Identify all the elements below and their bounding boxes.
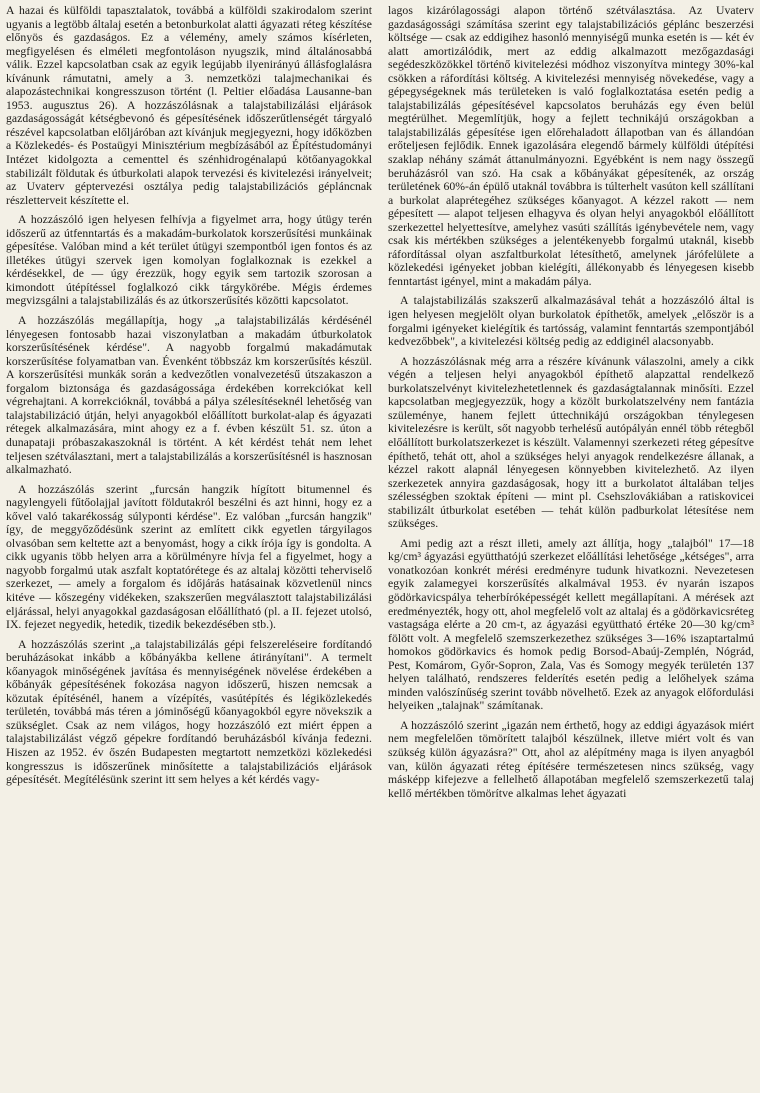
paragraph: A talajstabilizálás szakszerű alkalmazásával tehát a hozzászóló által is igen helyesen megjelölt olyan burkolatok építhetők, amelyek „először is a forgalmi igényeket kielégítik és tartósság, valamint fenntartás szempontjából kedvezőbbek", a kivitelezési költség pedig az eddiginél alacsonyabb. (388, 294, 754, 349)
paragraph: A hozzászóló szerint „igazán nem érthető, hogy az eddigi ágyazások miért nem megfelelően tömörített talajból készülnek, illetve miért volt és van szükség külön ágyazásra?" Ott, ahol az alépítmény maga is ilyen anyagból van, külön ágyazati réteg építésére természetesen nincs szükség, vagy másképp kifejezve a fellelhető állapotában megfelelő szemszerkezetű talaj kellő mértékben tömörítve alkalmas lehet ágyazati (388, 718, 754, 800)
paragraph: lagos kizárólagossági alapon történő szétválasztása. Az Uvaterv gazdaságossági számítása szerint egy talajstabilizációs géplánc beszerzési költsége — csak az eddigihez hasonló mennyiségű munka esetén is — két év alatt amortizálódik, mert az eddig alkalmazott mezőgazdasági segédeszközökkel történő kivitelezési módhoz viszonyítva mintegy 30%-kal csökken a ráfordítási költség. A kivitelezési mennyiség növekedése, vagy a gépegységeknek más területeken is való foglalkoztatása esetén pedig a talajstabilizálás gépesítésével kapcsolatos beruházás egy éven belül megtérülhet. Megemlítjük, hogy a fejlett technikájú országokban a talajstabilizálás gépesítése igen előrehaladott állapotban van és állandóan erőteljesen fejlődik. Ennek igazolására elegendő bármely külföldi útépítési szaklap néhány számát áttanulmányozni. Egyébként is nem nagy összegű beruházásról van szó. Ha csak a kőbányákat gépesítenék, az ország területének 60%-án épülő utaknál továbbra is túlterhelt vasúton kell szállítani a burkolat alaprétegéhez szükséges kőanyagot. A kézzel rakott — nem gépesített — alapot teljesen elhagyva és olyan helyi anyagokból előállított szerkezettel helyettesítve, amelyhez vasúti szállítás igénybevétele nem, vagy csak kis mértékben szükséges a jelentékenyebb forgalmú utaknál, kisebb ráfordítással olyan aszfaltburkolat létesíthető, amelynek járófelülete a közlekedési igényeket jobban kielégíti, állékonyabb és lényegesen kisebb fenntartást igényel, mint a makadám pálya. (388, 4, 754, 288)
paragraph: A hozzászólás szerint „furcsán hangzik hígított bitumennel és nagylengyeli fűtőolajjal javított földutakról beszélni és azt hinni, hogy ez a kővel való takarékosság súlyponti kérdése". Ez valóban „furcsán hangzik" így, de meggyőződésünk szerint az említett cikk egyetlen tárgyilagos olvasóban sem keltette azt a benyomást, hogy a cikk írója így is gondolta. A cikk ugyanis több helyen arra a körülményre hívja fel a figyelmet, hogy a nagyobb forgalmú utak aszfalt koptatórétege és az altalaj közötti teherviselő szerkezet, — amely a forgalom és időjárás hatásainak közvetlenül nincs kitéve — kőszegény vidékeken, szakszerűen megválasztott talajstabilizálási eljárással, helyi anyagokkal gazdaságosan előállítható (pl. a II. fejezet utolsó, IX. fejezet negyedik, hetedik, tizedik bekezdésében stb.). (6, 482, 372, 632)
paragraph: A hozzászólásnak még arra a részére kívánunk válaszolni, amely a cikk végén a teljesen helyi anyagokból építhető alapzattal rendelkező burkolatszelvényt kivitelezhetetlennek és gazdaságtalannak minősíti. Ezzel kapcsolatban megjegyezzük, hogy a közölt burkolatszelvény nem fantázia szüleménye, hanem fejlett úttechnikájú országokban ténylegesen kivitelezésre is került, sőt nagyobb terhelésű autópályán ennél több rétegből előállított burkolatszerkezet is készült. Valamennyi szerkezeti réteg gépesítve építhető, tehát ott, ahol a szükséges helyi anyagok rendelkezésre állanak, a kézzel rakott alapnál lényegesen könnyebben kivitelezhető. Az ilyen szerkezetek annyira gazdaságosak, hogy itt a burkolatot általában teljes szélességben szoktak építeni — mint pl. Csehszlovákiában a ratiskovicei stabilizált útburkolat esetében — tehát külön padburkolat létesítése nem szükséges. (388, 354, 754, 531)
paragraph: A hozzászóló igen helyesen felhívja a figyelmet arra, hogy útügy terén időszerű az útfenntartás és a makadám-burkolatok korszerűsítési munkáinak gépesítése. Valóban mind a két terület útügyi szempontból igen fontos és az illetékes útügyi szervek igen komolyan foglalkoznak is ezekkel a kérdésekkel, de — úgy érezzük, hogy egyik sem tartozik szorosan a kimondott útépítéssel foglalkozó cikk tárgykörébe. Mégis érdemes megvizsgálni a talajstabilizálás és az útkorszerűsítés közötti kapcsolatot. (6, 213, 372, 308)
right-column (388, 4, 754, 806)
paragraph: A hozzászólás megállapítja, hogy „a talajstabilizálás kérdésénél lényegesen fontosabb hazai viszonylatban a makadám útburkolatok korszerűsítésének kérdése". A nagyobb forgalmú makadámutak korszerűsítése folyamatban van. Évenként többszáz km korszerűsítés készül. A korszerűsítési munkák során a kedvezőtlen vonalvezetésű útszakaszon a forgalom biztonsága és gazdaságossága érdekében korrekciókat kell végrehajtani. A korrekcióknál, továbbá a pálya szélesítéseknél lehetőség van talajstabilizáció útján, helyi anyagokból előállított burkolat-alap és ágyazati rétegek alkalmazására, mint ahogy ez a f. évben készült 51. sz. úton a dunapataji próbaszakaszoknál is történt. A két kérdést tehát nem lehet teljesen szétválasztani, mert a talajstabilizálás a korszerűsítésnél is hasznosan alkalmazható. (6, 314, 372, 477)
left-column (6, 4, 372, 793)
paragraph: A hazai és külföldi tapasztalatok, továbbá a külföldi szakirodalom szerint ugyanis a legtöbb általaj esetén a betonburkolat alatti ágyazati réteg készítése előnyös és gazdaságos. Ez a vélemény, amely számos kísérleten, megfigyelésen és elméleti megfontoláson nyugszik, mind általánosabbá válik. Ezzel kapcsolatban csak az egyik legújabb ilyenirányú állásfoglalásra kívánunk rámutatni, amely a 3. nemzetközi talajmechanikai és alapozástechnikai kongresszuson történt (l. Peltier előadása Lausanne-ban 1953. augusztus 26). A hozzászólásnak a talajstabilizálási eljárások gazdaságosságát kétségbevonó és gépesítésének időszerűtlenségét tárgyaló részével kapcsolatban előljáróban azt kívánjuk megjegyezni, hogy időközben a Közlekedés- és Postaügyi Minisztérium megbízásából az Építéstudományi Intézet kidolgozta a cementtel és szénhidrogénalapú kötőanyagokkal stabilizált földutak és útburkolati alapok tervezési és kivitelezési irányelveit; az Uvaterv géptervezési osztálya pedig talajstabilizációs gépláncnak részletterveit készítette el. (6, 4, 372, 207)
paragraph: A hozzászólás szerint „a talajstabilizálás gépi felszereléseire fordítandó beruházásokat inkább a kőbányákba kellene átirányítani". A termelt kőanyagok minőségének javítása és mennyiségének növelése érdekében a kőbányák gépesítésének fokozása nagyon időszerű, hiszen nemcsak a közutak építésénél, hanem a vízépítés, vasútépítés és légiközlekedés területén, továbbá más téren a jóminőségű kőanyagokból egyre növekszik a szükséglet. Csak az nem világos, hogy hozzászóló ezt miért éppen a talajstabilizálást végző gépekre fordítandó beruházásból kívánja fedezni. Hiszen az 1952. év őszén Budapesten megtartott nemzetközi közlekedési kongresszus is időszerűnek minősítette a talajstabilizációs eljárások gépesítését. Megítélésünk szerint itt sem helyes a két kérdés vagy- (6, 637, 372, 787)
paragraph: Ami pedig azt a részt illeti, amely azt állítja, hogy „talajból" 17—18 kg/cm³ ágyazási együtthatójú szerkezet előállítási lehetősége „kétséges", arra vonatkozóan konkrét mérési eredményre tudunk hivatkozni. Nevezetesen egyik zalamegyei korszerűsítés alkalmával 1953. év nyarán iszapos gödörkavicspálya teherbíróképességét kellett megállapítani. A mérések azt eredményezték, hogy ott, ahol megfelelő volt az altalaj és a gödörkavicsréteg vastagsága elérte a 20 cm-t, az ágyazási együttható értéke 20—30 kg/cm³ fölött volt. A megfelelő szemszerkezethez szükséges 3—16% iszaptartalmú homokos gödörkavics és homok pedig Borsod-Abaúj-Zemplén, Nógrád, Pest, Komárom, Győr-Sopron, Zala, Vas és Somogy megyék területén 137 helyen található, rendszeres felderítés esetén pedig a lelőhelyek száma minden valószínűség szerint tovább növelhető. Ezek az anyagok előfordulási helyeiken „talajnak" számítanak. (388, 536, 754, 713)
